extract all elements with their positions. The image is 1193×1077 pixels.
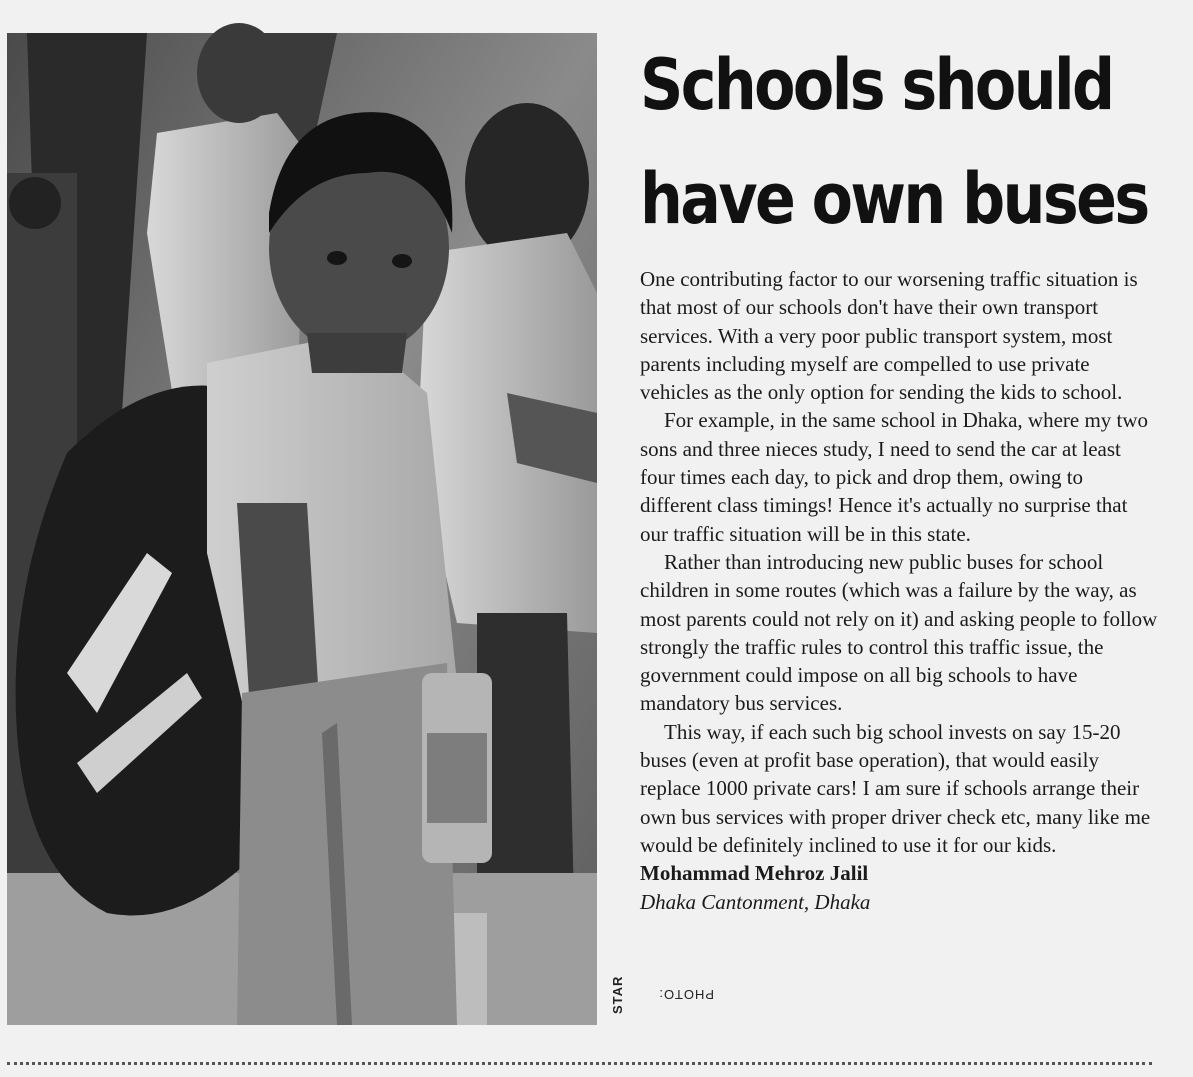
dotted-divider (7, 1062, 1152, 1065)
schoolboy-photo-illustration (7, 33, 597, 1025)
headline (640, 28, 1148, 256)
paragraph-1: One contributing factor to our worsening traffic situation is that most of our schools don't have their own transport services. With a very poor public transport system, most parents including myself are compelled to use private vehicles as the only option for sending the kids to school. (640, 267, 1138, 405)
author-name: Mohammad Mehroz Jalil (640, 861, 869, 886)
paragraph-3: Rather than introducing new public buses for school children in some routes (which was a failure by the way, as most parents could not rely on it) and asking people to follow strongly the traffic rules to control this traffic issue, the government could impose on all big schools to have mandatory bus services. (640, 549, 1158, 716)
paragraph-4: This way, if each such big school invests on say 15-20 buses (even at profit base operation), that would easily replace 1000 private cars! I am sure if schools arrange their own bus services with proper driver check etc, many like me would be definitely inclined to use it for our kids. (640, 719, 1151, 857)
article-body (640, 265, 1160, 916)
headline-line-2: have own buses (640, 158, 1148, 240)
headline-line-1: Schools should (640, 44, 1113, 126)
photo-credit (598, 908, 714, 1024)
photo-credit-source: STAR (610, 975, 625, 1014)
article-photo (7, 33, 597, 1025)
photo-credit-prefix: PHOTO: (658, 987, 714, 1002)
author-location: Dhaka Cantonment, Dhaka (640, 889, 871, 914)
paragraph-2: For example, in the same school in Dhaka, where my two sons and three nieces study, I need to send the car at least four times each day, to pick and drop them, owing to different class timings! Hence it's actually no surprise that our traffic situation will be in this state. (640, 408, 1149, 546)
